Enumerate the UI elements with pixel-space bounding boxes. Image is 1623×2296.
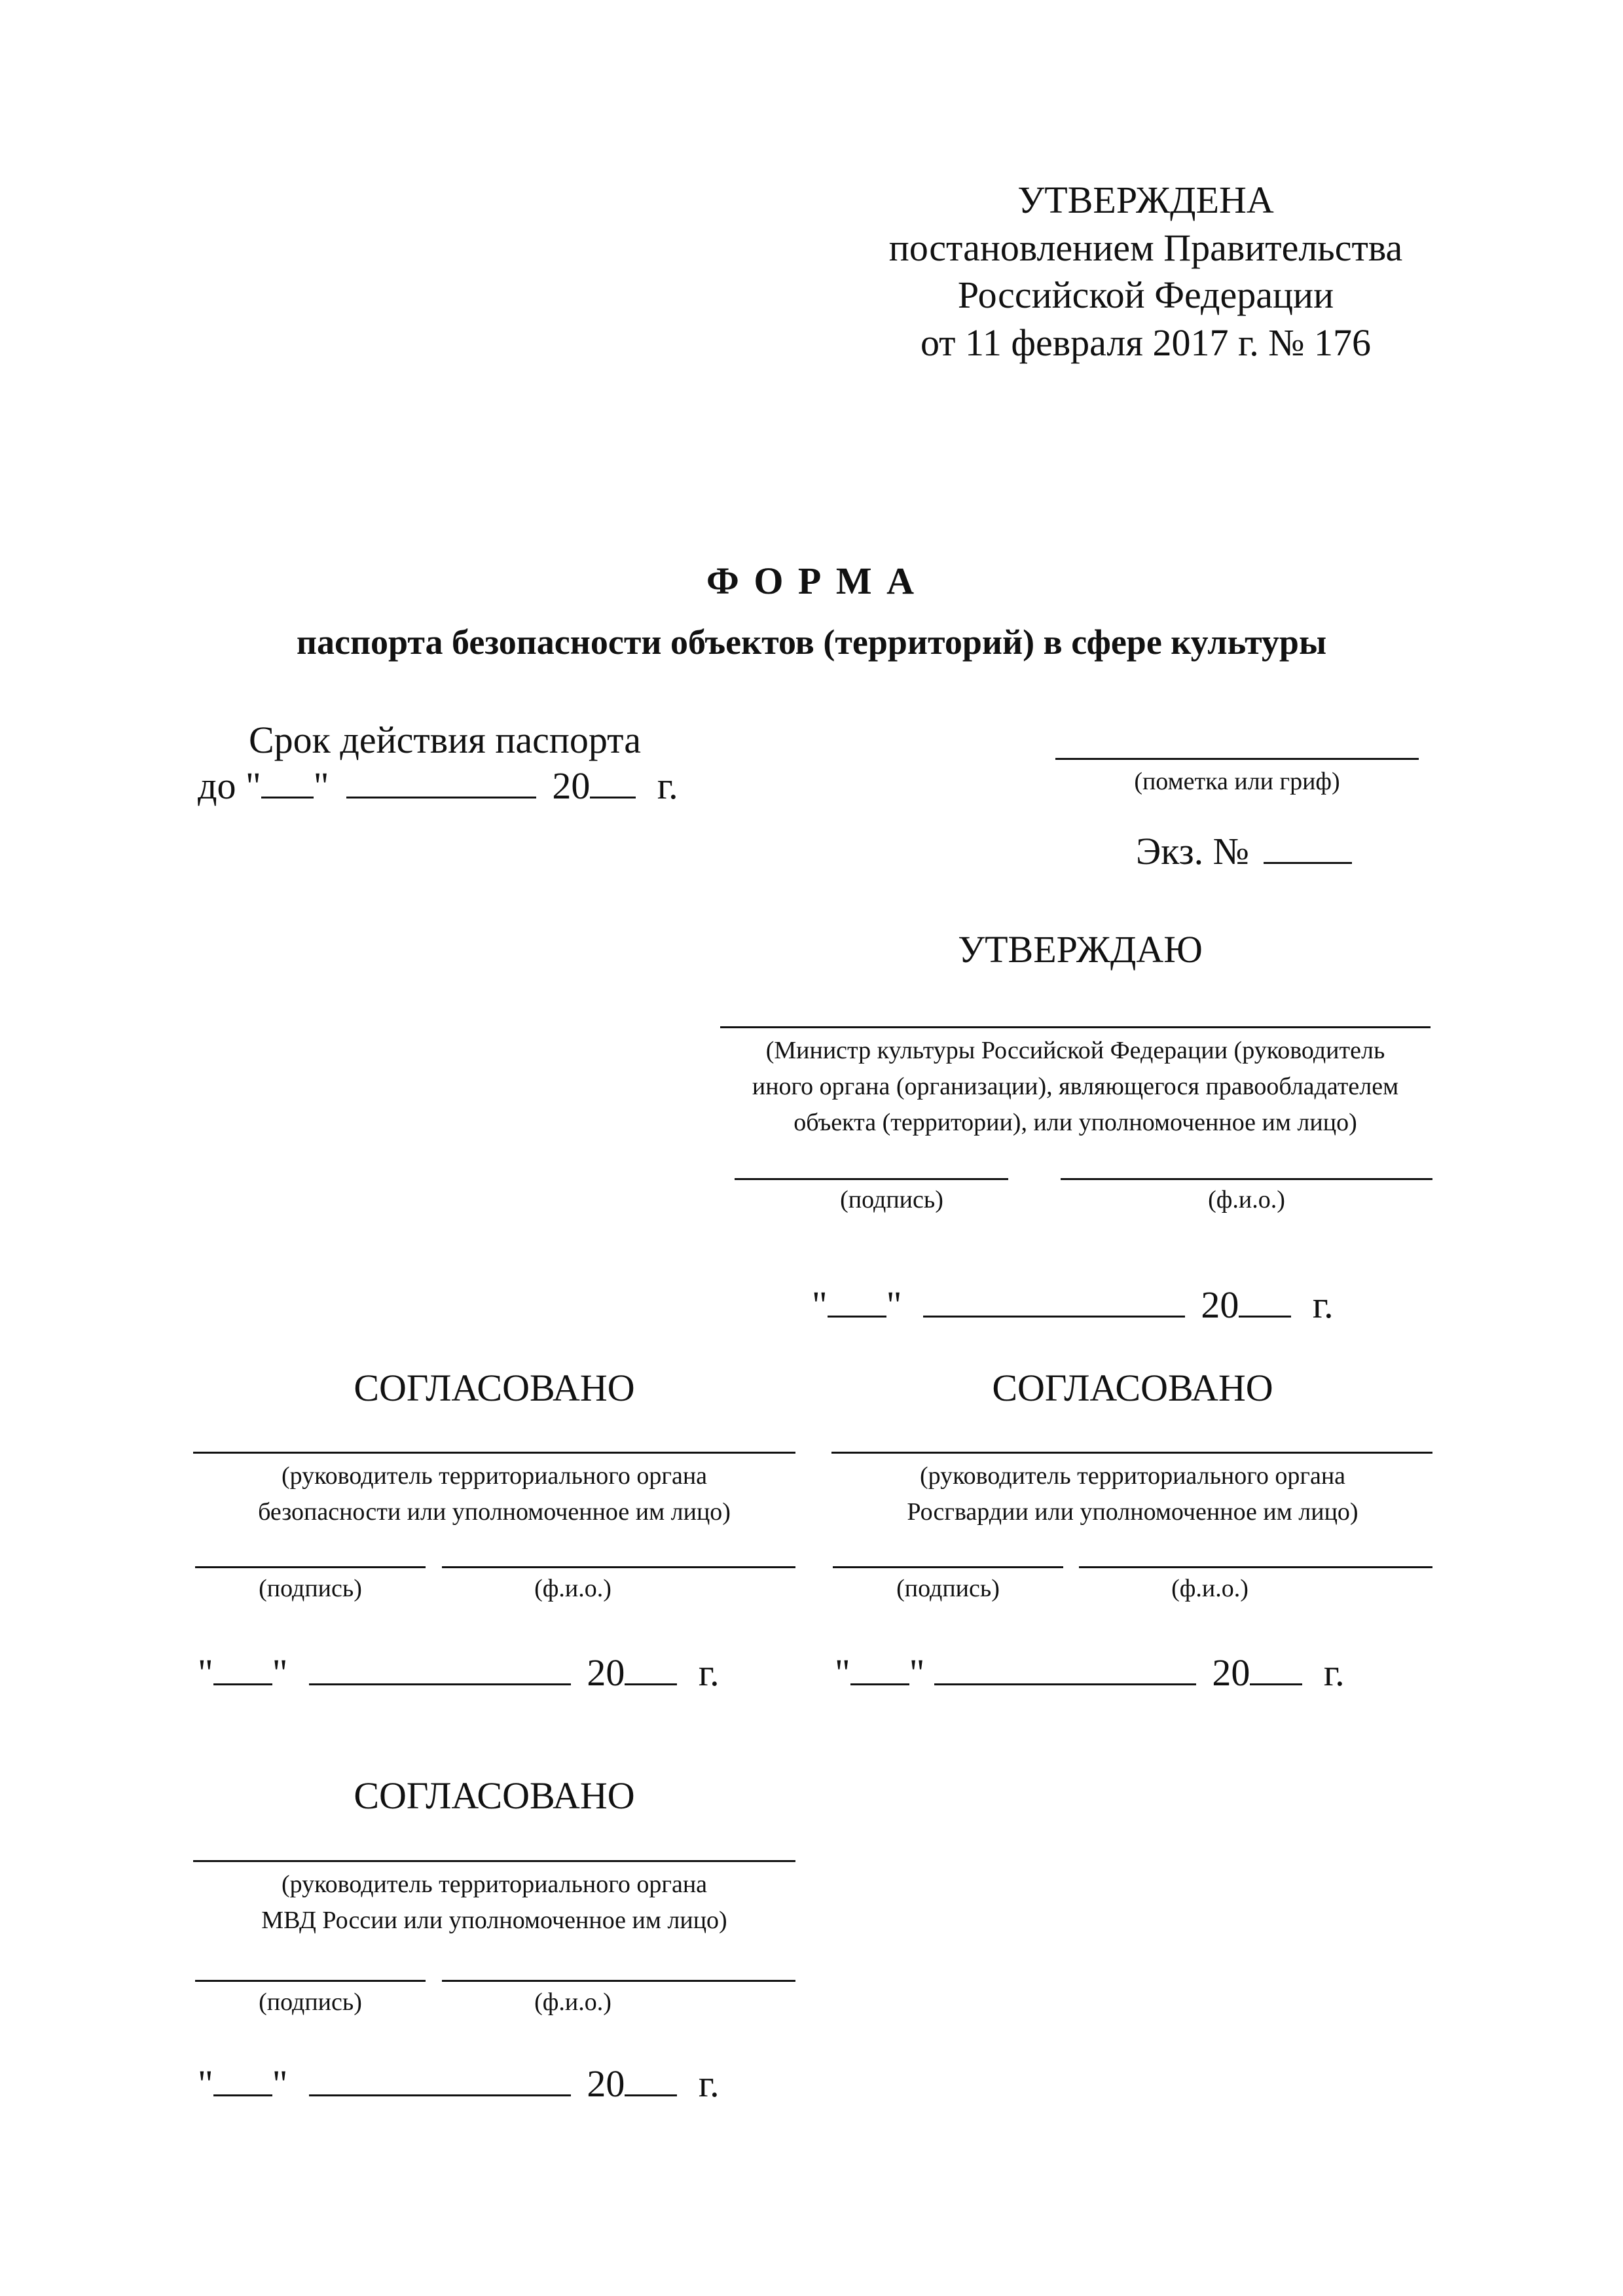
agreed-mvd-caption-line1: (руководитель территориального органа [281, 1871, 708, 1898]
approver-caption [707, 1033, 1444, 1141]
form-title: Ф О Р М А [706, 560, 917, 602]
agreed-mvd-quote-open: " [198, 2062, 213, 2105]
validity-year-field[interactable] [590, 770, 636, 798]
agreed-mvd-quote-close: " [272, 2062, 288, 2105]
agreed-rosgvard-caption [831, 1458, 1434, 1530]
form-subtitle: паспорта безопасности объектов (территорий) в сфере культуры [296, 622, 1327, 662]
agreed-security-caption [193, 1458, 795, 1530]
agreed-mvd-signature-caption: (подпись) [259, 1988, 362, 2016]
agreed-rosgvard-day-field[interactable] [850, 1657, 909, 1685]
approve-year-field[interactable] [1239, 1289, 1291, 1318]
agreed-mvd-year-prefix: 20 [587, 2062, 625, 2105]
agreed-rosgvard-name-field[interactable] [1079, 1566, 1432, 1568]
agreed-rosgvard-heading: СОГЛАСОВАНО [992, 1367, 1273, 1409]
agreed-rosgvard-signature-field[interactable] [833, 1566, 1063, 1568]
approver-name-field[interactable] [1061, 1178, 1432, 1180]
agreed-security-quote-close: " [272, 1651, 288, 1694]
agreed-rosgvard-caption-line2: Росгвардии или уполномоченное им лицо) [907, 1498, 1359, 1526]
agreed-rosgvard-quote-open: " [835, 1651, 850, 1694]
agreed-rosgvard-quote-close: " [909, 1651, 925, 1694]
approved-federation: Российской Федерации [957, 274, 1334, 316]
copy-number-field[interactable] [1264, 836, 1352, 864]
agreed-security-date [198, 1649, 720, 1697]
copy-label: Экз. № [1136, 830, 1249, 872]
validity-month-field[interactable] [346, 770, 536, 798]
approve-month-field[interactable] [923, 1289, 1185, 1318]
validity-year-suffix: г. [657, 764, 678, 807]
approver-caption-line1: (Министр культуры Российской Федерации (руководитель [765, 1037, 1385, 1064]
agreed-rosgvard-name-caption: (ф.и.о.) [1171, 1575, 1249, 1602]
validity-day-field[interactable] [261, 770, 314, 798]
agreed-security-field[interactable] [193, 1452, 795, 1454]
approve-date-quote-open: " [812, 1283, 828, 1326]
approver-signature-caption: (подпись) [840, 1186, 943, 1213]
agreed-mvd-date [198, 2060, 720, 2108]
agreed-mvd-name-caption: (ф.и.о.) [534, 1988, 611, 2016]
agreed-mvd-caption-line2: МВД России или уполномоченное им лицо) [261, 1907, 727, 1935]
approve-year-prefix: 20 [1201, 1283, 1239, 1326]
approver-signature-field[interactable] [735, 1178, 1008, 1180]
agreed-security-name-caption: (ф.и.о.) [534, 1575, 611, 1602]
approver-caption-line2: иного органа (организации), являющегося правообладателем [752, 1073, 1399, 1101]
validity-date [198, 762, 678, 810]
agreed-security-signature-field[interactable] [195, 1566, 426, 1568]
approved-title: УТВЕРЖДЕНА [1017, 179, 1274, 221]
agreed-rosgvard-field[interactable] [831, 1452, 1432, 1454]
agreed-security-quote-open: " [198, 1651, 213, 1694]
agreed-mvd-name-field[interactable] [442, 1980, 795, 1982]
agreed-security-heading: СОГЛАСОВАНО [354, 1367, 635, 1409]
agreed-security-caption-line2: безопасности или уполномоченное им лицо) [258, 1498, 731, 1526]
agreed-rosgvard-year-suffix: г. [1323, 1651, 1345, 1694]
approver-name-caption: (ф.и.о.) [1208, 1186, 1285, 1213]
agreed-security-day-field[interactable] [213, 1657, 272, 1685]
approve-day-field[interactable] [828, 1289, 886, 1318]
validity-quote-close: " [313, 764, 329, 807]
approve-date [812, 1282, 1334, 1329]
agreed-security-month-field[interactable] [309, 1657, 571, 1685]
agreed-security-signature-caption: (подпись) [259, 1575, 362, 1602]
approve-heading: УТВЕРЖДАЮ [958, 928, 1203, 971]
agreed-security-name-field[interactable] [442, 1566, 795, 1568]
approved-block [845, 177, 1447, 367]
stamp-field[interactable] [1055, 758, 1419, 760]
validity-year-prefix: 20 [552, 764, 591, 807]
agreed-mvd-heading: СОГЛАСОВАНО [354, 1774, 635, 1817]
approved-decree: постановлением Правительства [888, 226, 1403, 269]
agreed-security-caption-line1: (руководитель территориального органа [281, 1462, 708, 1490]
agreed-security-year-field[interactable] [625, 1657, 677, 1685]
approver-field[interactable] [720, 1026, 1431, 1028]
agreed-rosgvard-date [835, 1649, 1345, 1697]
agreed-mvd-year-field[interactable] [625, 2068, 677, 2096]
validity-prefix: до " [198, 764, 261, 807]
agreed-mvd-field[interactable] [193, 1860, 795, 1862]
agreed-mvd-day-field[interactable] [213, 2068, 272, 2096]
agreed-mvd-year-suffix: г. [698, 2062, 720, 2105]
agreed-mvd-month-field[interactable] [309, 2068, 571, 2096]
copy-number [1136, 828, 1352, 876]
approve-date-quote-close: " [886, 1283, 902, 1326]
agreed-rosgvard-year-field[interactable] [1250, 1657, 1302, 1685]
stamp-caption: (пометка или гриф) [1134, 768, 1340, 795]
agreed-security-year-prefix: 20 [587, 1651, 625, 1694]
agreed-rosgvard-signature-caption: (подпись) [896, 1575, 1000, 1602]
agreed-mvd-caption [193, 1867, 795, 1939]
agreed-rosgvard-year-prefix: 20 [1212, 1651, 1250, 1694]
agreed-mvd-signature-field[interactable] [195, 1980, 426, 1982]
agreed-rosgvard-month-field[interactable] [934, 1657, 1196, 1685]
approver-caption-line3: объекта (территории), или уполномоченное им лицо) [793, 1109, 1357, 1137]
approved-date-number: от 11 февраля 2017 г. № 176 [920, 321, 1372, 364]
agreed-rosgvard-caption-line1: (руководитель территориального органа [919, 1462, 1346, 1490]
validity-label: Срок действия паспорта [249, 719, 641, 761]
approve-year-suffix: г. [1312, 1283, 1334, 1326]
agreed-security-year-suffix: г. [698, 1651, 720, 1694]
